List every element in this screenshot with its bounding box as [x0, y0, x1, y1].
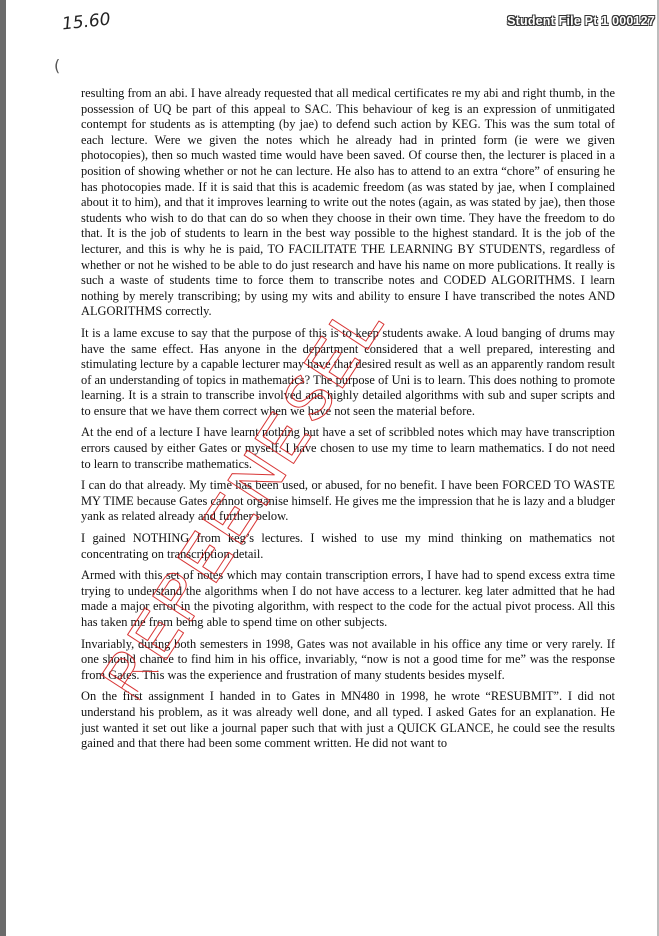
paragraph: I gained NOTHING from keg’s lectures. I wished to use my mind thinking on mathematics not concentrating on transcription detail.: [81, 531, 615, 561]
paragraph: Armed with this set of notes which may contain transcription errors, I have had to spend excess extra time trying to understand the algorithms when I do not have access to a lecturer. keg later admitted that he had made a major error in the pivoting algorithm, with respect to the code for the actual pivot process. All this has taken me from being able to spend time on other subjects.: [81, 568, 615, 629]
paragraph: It is a lame excuse to say that the purpose of this is to keep students awake. A loud banging of drums may have the same effect. Has anyone in the department considered that a well prepared, interesting and stimulating lecture by a capable lecturer may have that desired result as well as an apparently random result of an understanding of topics in mathematics? The purpose of Uni is to learn. This does nothing to promote learning. It is a strain to transcribe involved and highly detailed algorithms with sub and super scripts and to ensure that we have them correct when we have not seen the material before.: [81, 325, 615, 418]
paragraph: Invariably, during both semesters in 1998, Gates was not available in his office any time or very rarely. If one should chance to find him in his office, invariably, “now is not a good time for me” was the response from Gates. This was the experience and frustration of many students besides myself.: [81, 636, 615, 682]
paragraph: At the end of a lecture I have learnt nothing but have a set of scribbled notes which may have transcription errors caused by either Gates or myself. I have chosen to use my time to learn mathematics. I do not need to learn to transcribe mathematics.: [81, 425, 615, 471]
paragraph: resulting from an abi. I have already requested that all medical certificates re my abi and right thumb, in the possession of UQ be part of this appeal to SAC. This behaviour of keg is an expression of unmitigated contempt for students as is attempting (by jae) to defend such action by KEG. This was the sum total of each lecture. Were we given the notes which he already had in printed form (ie were we given photocopies), then so much wasted time would have been saved. Of course then, the lecturer is placed in a position of showing whether or not he can lecture. He also has to attend to an extra “chore” of ensuring he has photocopies made. If it is said that this is academic freedom (as was stated by jae, when I complained about it to him), and that it improves learning to write out the notes (again, as was stated by jae), then those students who wish to do that can do so when they choose in their own time. They have the freedom to do that. It is the job of students to learn in the best way possible to the highest standard. It is the job of the lecturer, and this is why he is paid, TO FACILITATE THE LEARNING BY STUDENTS, regardless of whether or not he wished to be able to do just research and have his name on more publications. It really is such a waste of students time to force them to transcribe notes and CODED ALGORITHMS. I learn nothing by merely transcribing; by using my wits and ability to ensure I have transcribed the notes AND ALGORITHMS correctly.: [81, 86, 615, 319]
paragraph: On the first assignment I handed in to Gates in MN480 in 1998, he wrote “RESUBMIT”. I did not understand his problem, as it was already well done, and all typed. I asked Gates for an explanation. He just wanted it set out like a journal paper such that with just a QUICK GLANCE, he could see the results gained and that there had been some comment written. He did not want to: [81, 689, 615, 751]
file-reference-stamp: Student File Pt 1 000127: [507, 14, 655, 28]
handwritten-margin-mark: (: [54, 56, 61, 75]
scan-left-edge: [0, 0, 6, 936]
handwritten-number: 15.60: [61, 9, 112, 35]
document-body: [81, 86, 615, 758]
paragraph: I can do that already. My time has been used, or abused, for no benefit. I have been FORCED TO WASTE MY TIME because Gates cannot organise himself. He gives me the impression that he is lazy and a bludger yank as related already and further below.: [81, 478, 615, 524]
